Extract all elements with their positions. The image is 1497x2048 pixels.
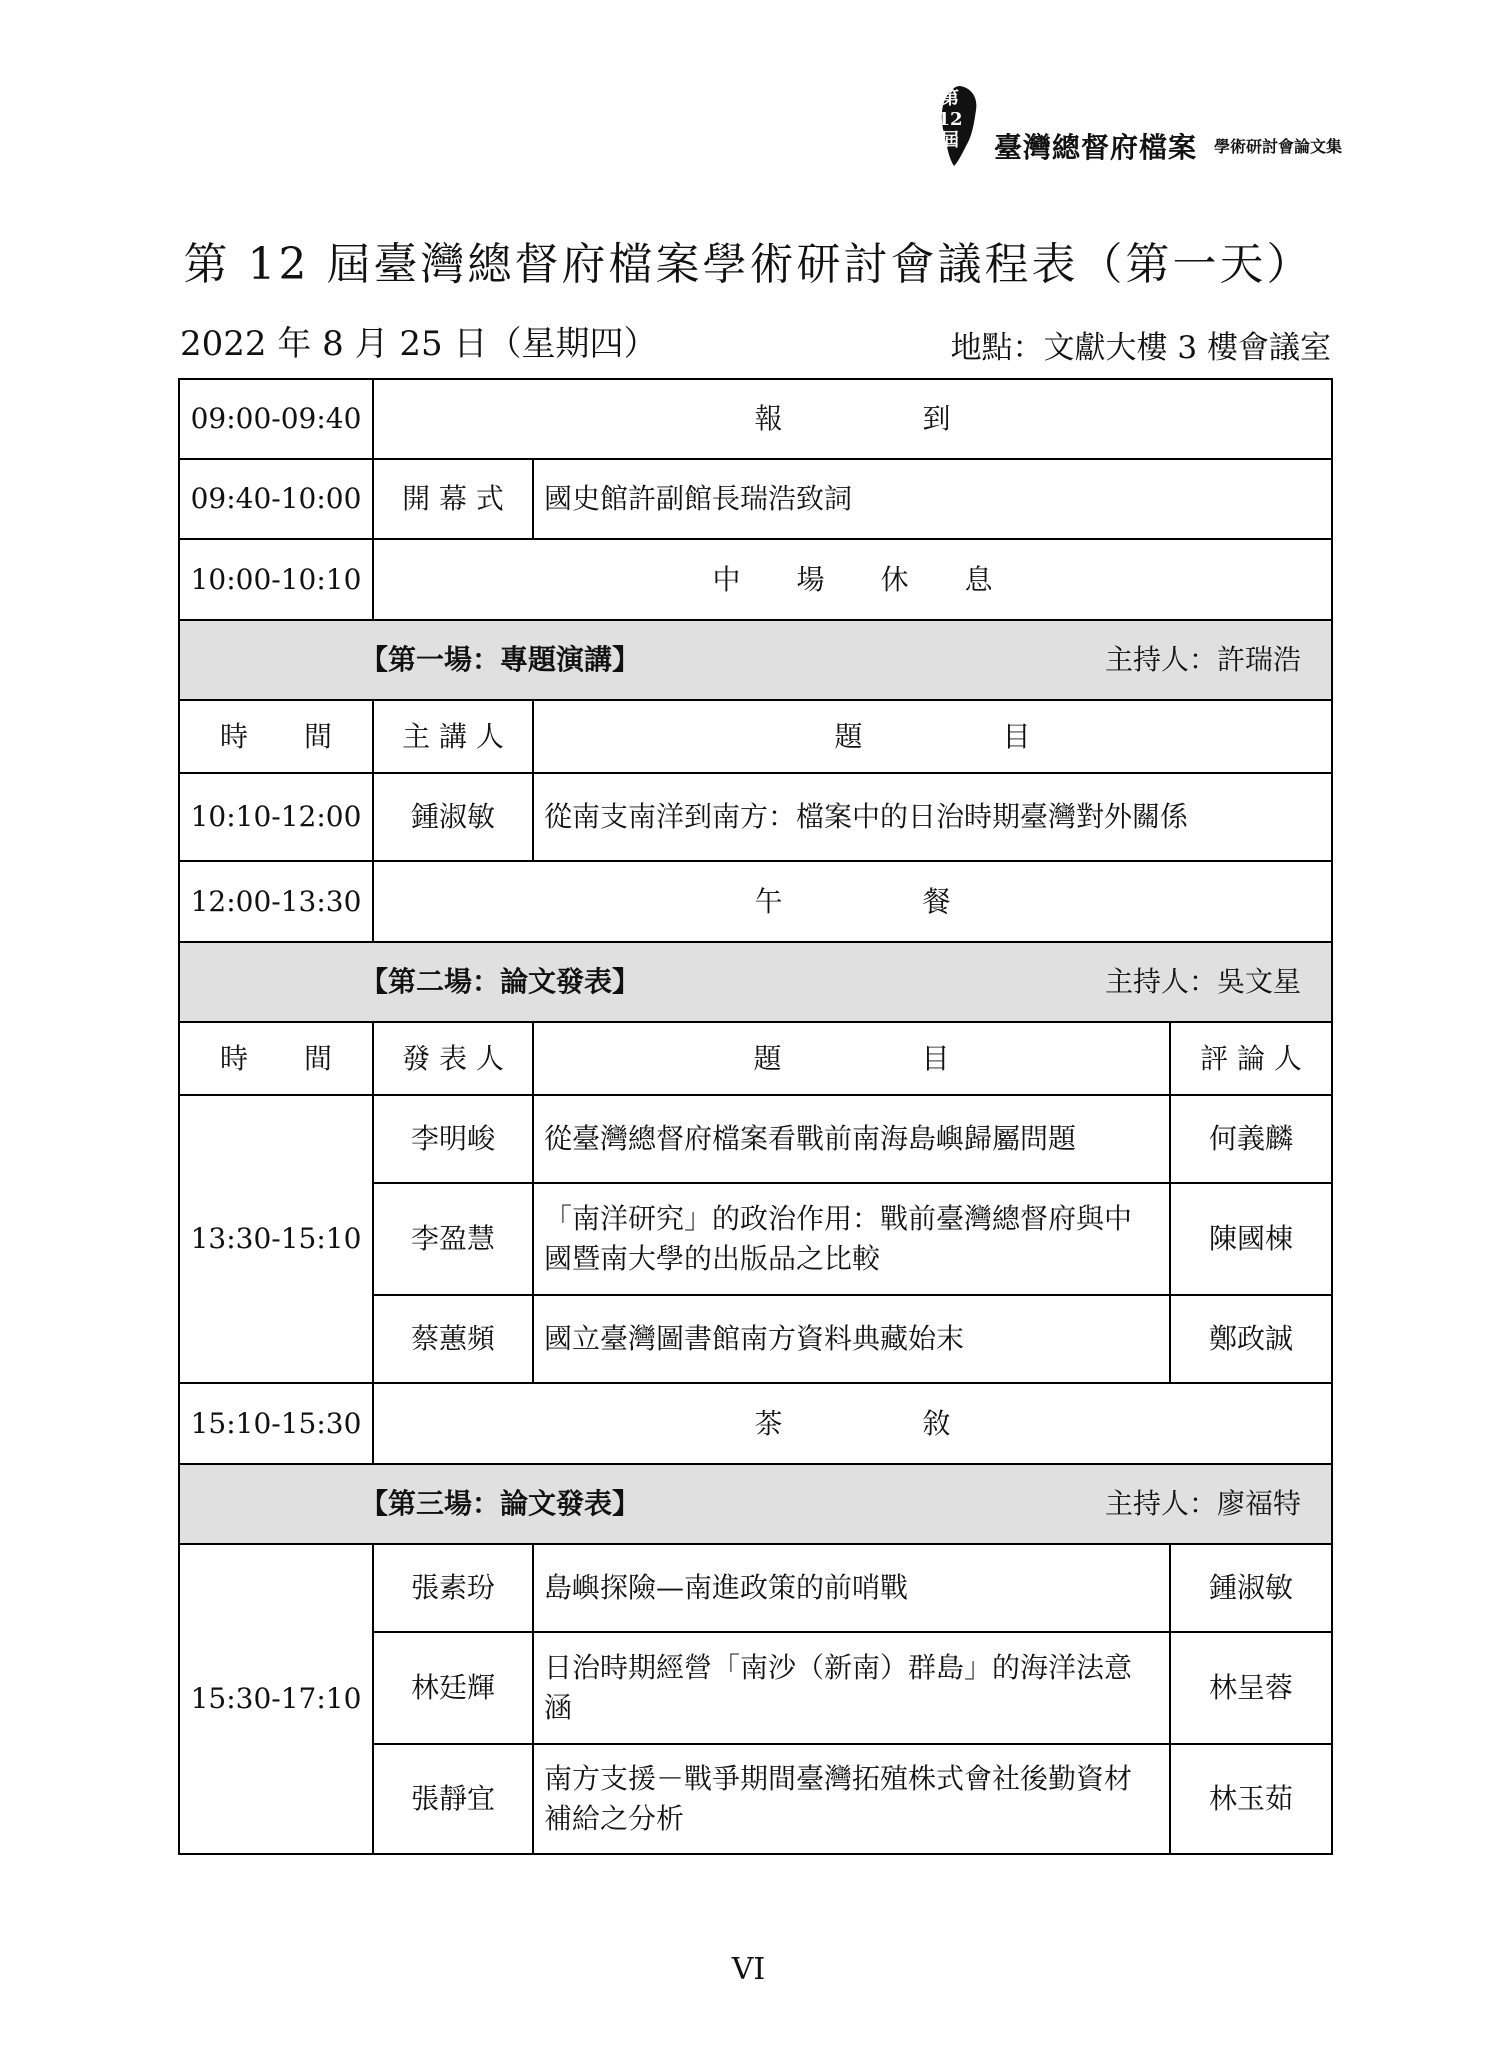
time-cell: 13:30-15:10 xyxy=(179,1095,373,1383)
discussant-cell: 林玉茹 xyxy=(1170,1744,1332,1854)
table-row xyxy=(179,379,1332,459)
header-time: 時 間 xyxy=(179,1022,373,1095)
topic-cell: 從南支南洋到南方：檔案中的日治時期臺灣對外關係 xyxy=(533,773,1332,861)
session-header-cell xyxy=(179,942,1332,1022)
presenter-cell: 林廷輝 xyxy=(373,1632,533,1744)
table-row xyxy=(179,861,1332,942)
topic-cell: 國立臺灣圖書館南方資料典藏始末 xyxy=(533,1295,1170,1383)
agenda-venue: 地點：文獻大樓 3 樓會議室 xyxy=(950,330,1331,366)
session-header-row xyxy=(179,620,1332,700)
speaker-cell: 鍾淑敏 xyxy=(373,773,533,861)
discussant-cell: 陳國棟 xyxy=(1170,1183,1332,1295)
agenda-date: 2022 年 8 月 25 日（星期四） xyxy=(180,324,658,364)
registration-cell: 報 到 xyxy=(373,379,1332,459)
topic-cell: 島嶼探險—南進政策的前哨戰 xyxy=(533,1544,1170,1632)
presenter-cell: 李明峻 xyxy=(373,1095,533,1183)
session-header-row xyxy=(179,1464,1332,1544)
logo-edition-number: 第12屆 xyxy=(937,88,963,151)
logo-subtitle: 學術研討會論文集 xyxy=(1214,137,1343,156)
column-header-row xyxy=(179,1022,1332,1095)
discussant-cell: 何義麟 xyxy=(1170,1095,1332,1183)
session-host: 主持人：吳文星 xyxy=(1104,965,1301,998)
session-host: 主持人：廖福特 xyxy=(1104,1487,1301,1520)
time-cell: 09:00-09:40 xyxy=(179,379,373,459)
table-row xyxy=(179,1544,1332,1632)
presenter-cell: 張素玢 xyxy=(373,1544,533,1632)
lunch-cell: 午 餐 xyxy=(373,861,1332,942)
presenter-cell: 蔡蕙頻 xyxy=(373,1295,533,1383)
topic-cell: 日治時期經營「南沙（新南）群島」的海洋法意涵 xyxy=(533,1632,1170,1744)
time-cell: 09:40-10:00 xyxy=(179,459,373,539)
session-title: 【第三場：論文發表】 xyxy=(360,1487,641,1520)
opening-remarks-cell: 國史館許副館長瑞浩致詞 xyxy=(533,459,1332,539)
presenter-cell: 張靜宜 xyxy=(373,1744,533,1854)
agenda-table xyxy=(178,378,1333,1855)
table-row xyxy=(179,1383,1332,1464)
time-cell: 10:00-10:10 xyxy=(179,539,373,620)
table-row xyxy=(179,1095,1332,1183)
page-number: VI xyxy=(731,1952,766,1987)
header-discussant: 評 論 人 xyxy=(1170,1022,1332,1095)
time-cell: 12:00-13:30 xyxy=(179,861,373,942)
discussant-cell: 鍾淑敏 xyxy=(1170,1544,1332,1632)
opening-label-cell: 開 幕 式 xyxy=(373,459,533,539)
session-header-row xyxy=(179,942,1332,1022)
session-title: 【第一場：專題演講】 xyxy=(360,643,641,676)
session-header-cell xyxy=(179,620,1332,700)
table-row xyxy=(179,773,1332,861)
header-topic: 題 目 xyxy=(533,700,1332,773)
discussant-cell: 林呈蓉 xyxy=(1170,1632,1332,1744)
session-host: 主持人：許瑞浩 xyxy=(1104,643,1301,676)
logo-text: 臺灣總督府檔案 xyxy=(994,131,1198,164)
time-cell: 15:10-15:30 xyxy=(179,1383,373,1464)
table-row xyxy=(179,459,1332,539)
time-cell: 15:30-17:10 xyxy=(179,1544,373,1854)
header-presenter: 發 表 人 xyxy=(373,1022,533,1095)
discussant-cell: 鄭政誠 xyxy=(1170,1295,1332,1383)
column-header-row xyxy=(179,700,1332,773)
session-title: 【第二場：論文發表】 xyxy=(360,965,641,998)
tea-break-cell: 茶 敘 xyxy=(373,1383,1332,1464)
header-logo xyxy=(922,80,1343,170)
presenter-cell: 李盈慧 xyxy=(373,1183,533,1295)
topic-cell: 「南洋研究」的政治作用：戰前臺灣總督府與中國暨南大學的出版品之比較 xyxy=(533,1183,1170,1295)
table-row xyxy=(179,539,1332,620)
break-cell: 中 場 休 息 xyxy=(373,539,1332,620)
page-title: 第 12 屆臺灣總督府檔案學術研討會議程表（第一天） xyxy=(183,239,1314,290)
header-time: 時 間 xyxy=(179,700,373,773)
header-speaker: 主 講 人 xyxy=(373,700,533,773)
time-cell: 10:10-12:00 xyxy=(179,773,373,861)
topic-cell: 從臺灣總督府檔案看戰前南海島嶼歸屬問題 xyxy=(533,1095,1170,1183)
header-topic: 題 目 xyxy=(533,1022,1170,1095)
topic-cell: 南方支援－戰爭期間臺灣拓殖株式會社後勤資材補給之分析 xyxy=(533,1744,1170,1854)
session-header-cell xyxy=(179,1464,1332,1544)
